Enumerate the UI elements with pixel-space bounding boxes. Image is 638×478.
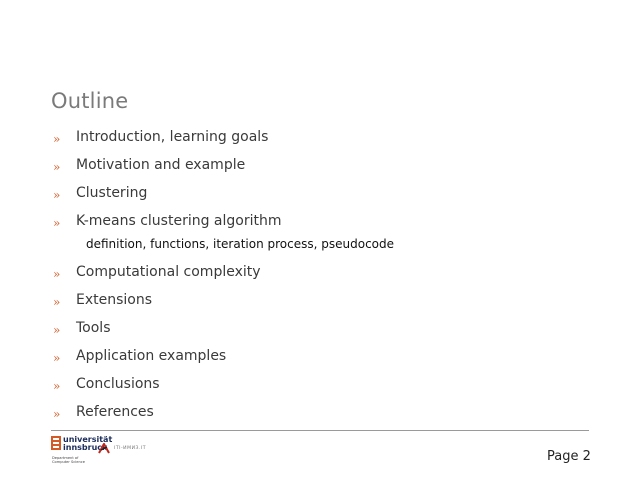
logo-subtext-line1: Department of [52, 456, 79, 460]
logo-subtext-line2: Computer Science [52, 460, 85, 464]
bullet-icon: » [53, 407, 61, 421]
bullet-icon: » [53, 188, 61, 202]
list-item-label: References [76, 404, 154, 420]
bullet-icon: » [53, 160, 61, 174]
university-mark-icon [51, 436, 61, 450]
institute-logo [98, 443, 168, 455]
logo-text-line1: universität [63, 435, 113, 444]
list-item-label: Clustering [76, 185, 148, 201]
sub-item-label: definition, functions, iteration process, pseudocode [86, 237, 395, 251]
list-item-label: Conclusions [76, 376, 160, 392]
list-item-label: Introduction, learning goals [76, 129, 269, 145]
footer-divider [51, 430, 589, 431]
list-item-label: Extensions [76, 292, 153, 308]
logo-text-line2: innsbruck [63, 443, 108, 452]
list-item-label: K-means clustering algorithm [76, 213, 282, 229]
institute-logo-text: ITI-ИМИЗ.IT [114, 446, 147, 451]
slide-title: Outline [51, 89, 129, 113]
bullet-icon: » [53, 132, 61, 146]
page-number: Page 2 [547, 449, 591, 464]
bullet-icon: » [53, 379, 61, 393]
bullet-icon: » [53, 351, 61, 365]
university-logo [51, 435, 113, 468]
bullet-icon: » [53, 267, 61, 281]
bullet-icon: » [53, 323, 61, 337]
institute-mark-icon [98, 443, 110, 454]
bullet-icon: » [53, 295, 61, 309]
list-item-label: Motivation and example [76, 157, 246, 173]
list-item-label: Application examples [76, 348, 227, 364]
list-item-label: Tools [76, 320, 111, 336]
list-item-label: Computational complexity [76, 264, 261, 280]
bullet-icon: » [53, 216, 61, 230]
